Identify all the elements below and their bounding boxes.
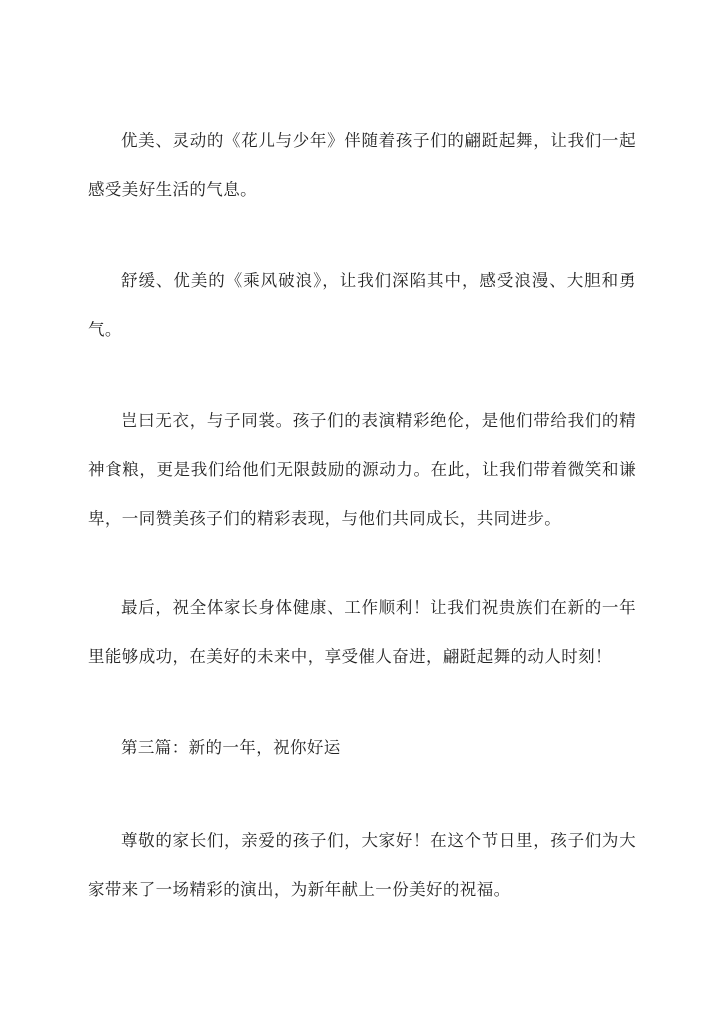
paragraph-performance-praise: 岂曰无衣，与子同裳。孩子们的表演精彩绝伦，是他们带给我们的精神食粮，更是我们给他们无限鼓励的源动力。在此，让我们带着微笑和谦卑，一同赞美孩子们的精彩表现，与他们共同成长，共同进步。 [88, 411, 636, 528]
paragraph-riding-the-wind: 舒缓、优美的《乘风破浪》，让我们深陷其中，感受浪漫、大胆和勇气。 [88, 271, 636, 339]
paragraph-closing-wishes: 最后，祝全体家长身体健康、工作顺利！让我们祝贵族们在新的一年里能够成功，在美好的未来中，享受催人奋进，翩跹起舞的动人时刻！ [88, 598, 636, 666]
paragraph-greeting: 尊敬的家长们，亲爱的孩子们，大家好！在这个节日里，孩子们为大家带来了一场精彩的演出，为新年献上一份美好的祝福。 [88, 831, 636, 899]
paragraph-flowers-and-youth: 优美、灵动的《花儿与少年》伴随着孩子们的翩跹起舞，让我们一起感受美好生活的气息。 [88, 131, 636, 199]
section-heading-part-three: 第三篇：新的一年，祝你好运 [121, 738, 341, 757]
